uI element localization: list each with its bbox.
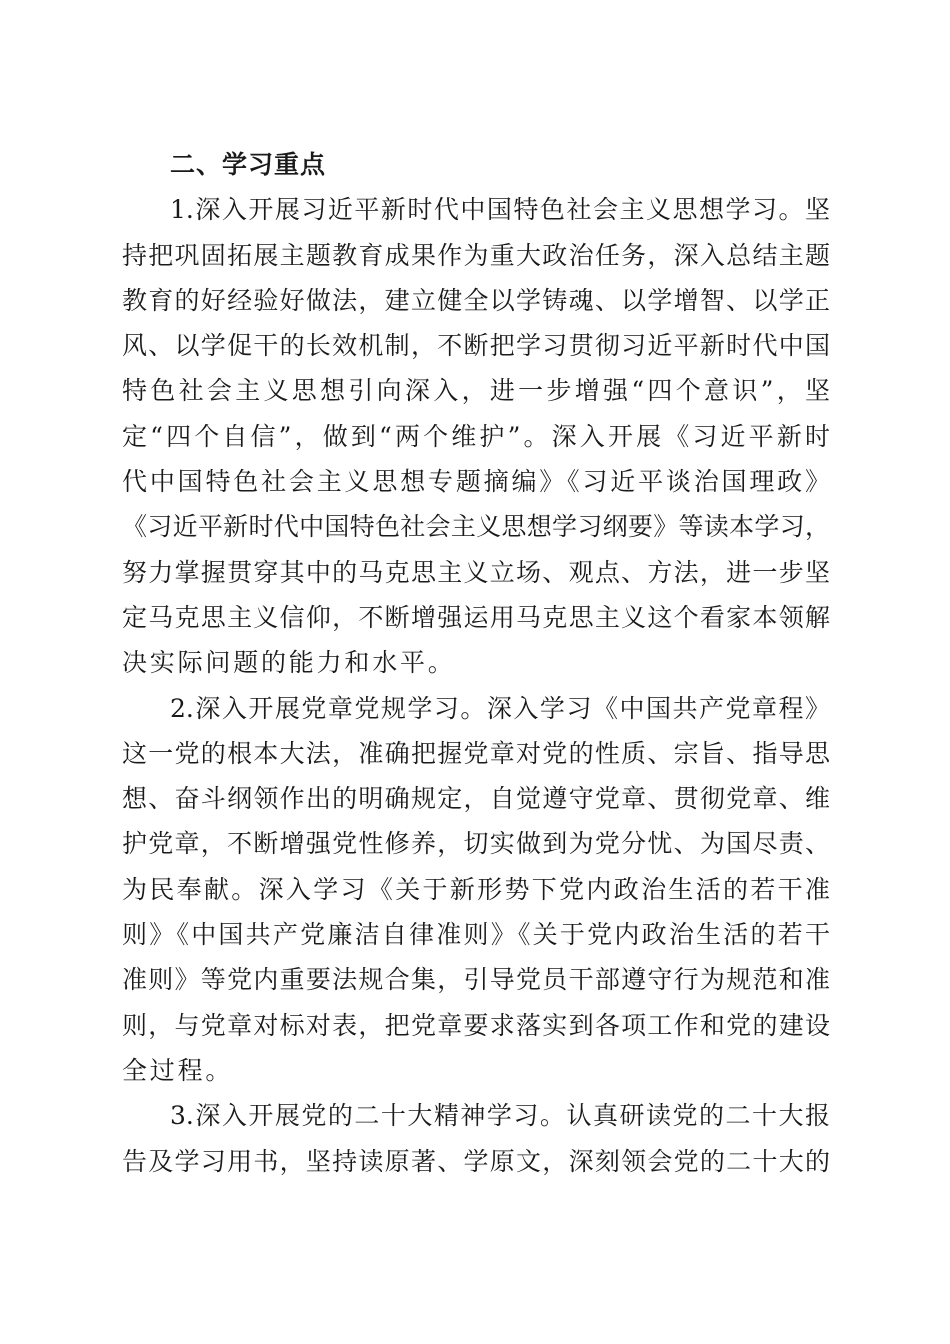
paragraph-line: 定马克思主义信仰，不断增强运用马克思主义这个看家本领解	[122, 602, 830, 632]
paragraph-line: 告及学习用书，坚持读原著、学原文，深刻领会党的二十大的	[122, 1146, 830, 1176]
paragraph-1	[122, 187, 830, 685]
paragraph-line: 则》《中国共产党廉洁自律准则》《关于党内政治生活的若干	[122, 920, 830, 950]
section-heading: 二、学习重点	[170, 150, 327, 179]
paragraph-line: 则，与党章对标对表，把党章要求落实到各项工作和党的建设	[122, 1010, 830, 1040]
paragraph-line: 想、奋斗纲领作出的明确规定，自觉遵守党章、贯彻党章、维	[122, 784, 830, 814]
paragraph-line: 定“四个自信”，做到“两个维护”。深入开展《习近平新时	[122, 421, 830, 451]
paragraph-line: 为民奉献。深入学习《关于新形势下党内政治生活的若干准	[122, 874, 830, 904]
paragraph-line: 特色社会主义思想引向深入，进一步增强“四个意识”，坚	[122, 376, 830, 406]
paragraph-line: 这一党的根本大法，准确把握党章对党的性质、宗旨、指导思	[122, 738, 830, 768]
paragraph-line: 准则》等党内重要法规合集，引导党员干部遵守行为规范和准	[122, 965, 830, 995]
paragraph-2	[122, 686, 830, 1094]
paragraph-line: 《习近平新时代中国特色社会主义思想学习纲要》等读本学习，	[122, 512, 830, 542]
paragraph-line: 护党章，不断增强党性修养，切实做到为党分忧、为国尽责、	[122, 829, 830, 859]
paragraph-line: 持把巩固拓展主题教育成果作为重大政治任务，深入总结主题	[122, 240, 830, 270]
paragraph-line: 努力掌握贯穿其中的马克思主义立场、观点、方法，进一步坚	[122, 557, 830, 587]
paragraph-line: 决实际问题的能力和水平。	[122, 648, 456, 678]
paragraph-3	[122, 1093, 830, 1184]
paragraph-line: 代中国特色社会主义思想专题摘编》《习近平谈治国理政》	[122, 467, 830, 497]
paragraph-line: 风、以学促干的长效机制，不断把学习贯彻习近平新时代中国	[122, 331, 830, 361]
paragraph-line: 教育的好经验好做法，建立健全以学铸魂、以学增智、以学正	[122, 285, 830, 315]
paragraph-line: 全过程。	[122, 1055, 234, 1085]
paragraph-line: 3.深入开展党的二十大精神学习。认真研读党的二十大报	[170, 1101, 830, 1131]
paragraph-line: 1.深入开展习近平新时代中国特色社会主义思想学习。坚	[170, 195, 830, 225]
document-body	[122, 142, 830, 1184]
paragraph-line: 2.深入开展党章党规学习。深入学习《中国共产党章程》	[170, 693, 830, 723]
